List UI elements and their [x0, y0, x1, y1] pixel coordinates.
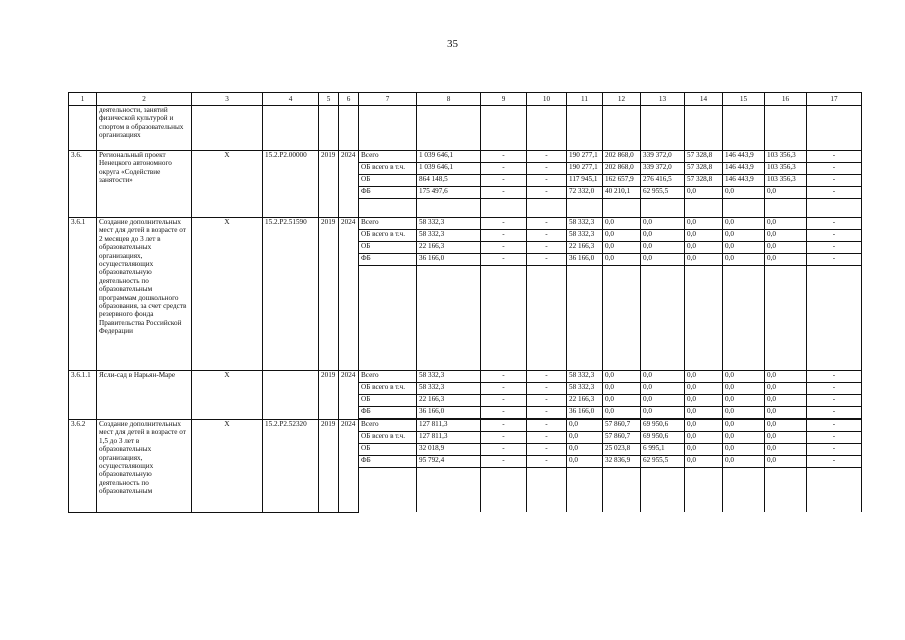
table-cell	[359, 106, 417, 151]
amount-cell: 0,0	[685, 420, 723, 432]
amount-cell: -	[527, 230, 567, 242]
amount-cell: 0,0	[603, 254, 641, 266]
table-cell	[69, 106, 97, 151]
amount-cell: 0,0	[641, 395, 685, 407]
table-cell	[765, 266, 807, 371]
amount-cell: 0,0	[641, 230, 685, 242]
table-cell	[765, 106, 807, 151]
amount-cell: 58 332,3	[417, 383, 481, 395]
amount-cell: 0,0	[685, 456, 723, 468]
column-number-cell: 12	[603, 93, 641, 106]
amount-cell: 0,0	[685, 187, 723, 199]
amount-cell: -	[807, 163, 862, 175]
item-year-end: 2024	[339, 420, 359, 513]
amount-cell: 36 166,0	[567, 407, 603, 419]
amount-cell: -	[481, 187, 527, 199]
amount-cell: 62 955,5	[641, 456, 685, 468]
amount-cell: 0,0	[765, 371, 807, 383]
amount-cell: 69 950,6	[641, 432, 685, 444]
amount-cell: -	[527, 218, 567, 230]
table-cell	[807, 106, 862, 151]
column-number-cell: 6	[339, 93, 359, 106]
amount-cell: 0,0	[765, 218, 807, 230]
funding-source: ОБ	[359, 242, 417, 254]
funding-source: Всего	[359, 151, 417, 163]
item-col3: Х	[192, 420, 263, 513]
amount-cell: 22 166,3	[417, 395, 481, 407]
amount-cell: -	[527, 383, 567, 395]
item-name: Региональный проект Ненецкого автономного округа «Содействие занятости»	[97, 151, 192, 218]
amount-cell: -	[807, 444, 862, 456]
amount-cell: 864 148,5	[417, 175, 481, 187]
amount-cell: 0,0	[765, 432, 807, 444]
table-cell	[641, 266, 685, 371]
amount-cell: 0,0	[603, 242, 641, 254]
amount-cell: 0,0	[765, 456, 807, 468]
item-code: 3.6.1.1	[69, 371, 97, 420]
amount-cell: 0,0	[765, 254, 807, 266]
amount-cell: 0,0	[765, 383, 807, 395]
amount-cell: 58 332,3	[417, 218, 481, 230]
amount-cell: -	[807, 254, 862, 266]
amount-cell: 36 166,0	[417, 407, 481, 419]
amount-cell: 0,0	[567, 420, 603, 432]
amount-cell: -	[481, 163, 527, 175]
item-code: 3.6.1	[69, 218, 97, 371]
amount-cell: 0,0	[765, 407, 807, 419]
funding-source: ФБ	[359, 254, 417, 266]
amount-cell: 0,0	[603, 371, 641, 383]
table-cell	[417, 468, 481, 513]
column-number-cell: 8	[417, 93, 481, 106]
column-number-cell: 15	[723, 93, 765, 106]
amount-cell: 6 995,1	[641, 444, 685, 456]
amount-cell: -	[527, 407, 567, 419]
amount-cell: -	[481, 175, 527, 187]
column-number-cell: 9	[481, 93, 527, 106]
amount-cell: 0,0	[685, 395, 723, 407]
table-cell	[481, 199, 527, 218]
amount-cell: 0,0	[567, 456, 603, 468]
amount-cell: 0,0	[765, 187, 807, 199]
column-number-cell: 3	[192, 93, 263, 106]
amount-cell: 0,0	[685, 383, 723, 395]
amount-cell: -	[527, 456, 567, 468]
funding-source: ОБ всего в т.ч.	[359, 163, 417, 175]
table-row	[69, 420, 862, 432]
amount-cell: -	[481, 395, 527, 407]
amount-cell: -	[527, 420, 567, 432]
amount-cell: 22 166,3	[567, 242, 603, 254]
table-cell	[359, 266, 417, 371]
table-cell	[685, 266, 723, 371]
amount-cell: 1 039 646,1	[417, 163, 481, 175]
table-cell	[481, 106, 527, 151]
amount-cell: 0,0	[765, 420, 807, 432]
funding-source: ОБ	[359, 444, 417, 456]
column-number-cell: 4	[263, 93, 319, 106]
table-cell	[527, 199, 567, 218]
amount-cell: 0,0	[685, 407, 723, 419]
amount-cell: 0,0	[723, 218, 765, 230]
amount-cell: 32 018,9	[417, 444, 481, 456]
funding-source: Всего	[359, 420, 417, 432]
budget-table	[68, 92, 862, 513]
amount-cell: 0,0	[723, 432, 765, 444]
item-col3: Х	[192, 151, 263, 218]
amount-cell: 0,0	[641, 407, 685, 419]
table-cell	[603, 106, 641, 151]
item-code: 3.6.2	[69, 420, 97, 513]
amount-cell: 62 955,5	[641, 187, 685, 199]
table-cell	[723, 106, 765, 151]
amount-cell: 103 356,3	[765, 163, 807, 175]
table-cell	[641, 106, 685, 151]
item-code-budget	[263, 371, 319, 420]
amount-cell: 127 811,3	[417, 420, 481, 432]
funding-source: ОБ всего в т.ч.	[359, 432, 417, 444]
amount-cell: 0,0	[685, 242, 723, 254]
amount-cell: 57 860,7	[603, 432, 641, 444]
amount-cell: 0,0	[723, 456, 765, 468]
column-numbers-row	[69, 93, 862, 106]
table-cell	[339, 106, 359, 151]
amount-cell: 0,0	[723, 407, 765, 419]
item-code-budget: 15.2.Р2.52320	[263, 420, 319, 513]
amount-cell: -	[481, 254, 527, 266]
amount-cell: 0,0	[765, 242, 807, 254]
amount-cell: 58 332,3	[567, 218, 603, 230]
column-number-cell: 2	[97, 93, 192, 106]
amount-cell: 58 332,3	[417, 230, 481, 242]
amount-cell: 146 443,9	[723, 175, 765, 187]
amount-cell: 69 950,6	[641, 420, 685, 432]
amount-cell: 103 356,3	[765, 151, 807, 163]
amount-cell: 0,0	[723, 420, 765, 432]
amount-cell: -	[481, 444, 527, 456]
item-name: Создание дополнительных мест для детей в возрасте от 1,5 до 3 лет в образовательных организациях, осуществляющих образовательную деятельность по образовательным	[97, 420, 192, 513]
amount-cell: 103 356,3	[765, 175, 807, 187]
item-year-start: 2019	[319, 151, 339, 218]
amount-cell: 0,0	[723, 395, 765, 407]
table-row	[69, 218, 862, 230]
table-cell	[481, 468, 527, 513]
item-col3: Х	[192, 218, 263, 371]
amount-cell: -	[527, 151, 567, 163]
amount-cell: 57 328,8	[685, 151, 723, 163]
continued-text: деятельности, занятий физической культурой и спортом в образовательных организациях	[97, 106, 192, 151]
amount-cell: 0,0	[603, 395, 641, 407]
amount-cell: -	[527, 395, 567, 407]
amount-cell: -	[527, 175, 567, 187]
amount-cell: -	[527, 432, 567, 444]
table-row	[69, 371, 862, 383]
amount-cell: 0,0	[641, 242, 685, 254]
table-cell	[567, 266, 603, 371]
table-cell	[603, 468, 641, 513]
amount-cell: -	[807, 151, 862, 163]
table-cell	[723, 468, 765, 513]
amount-cell: -	[481, 383, 527, 395]
amount-cell: 276 416,5	[641, 175, 685, 187]
amount-cell: 22 166,3	[417, 242, 481, 254]
amount-cell: 57 328,8	[685, 175, 723, 187]
amount-cell: 0,0	[685, 254, 723, 266]
column-number-cell: 14	[685, 93, 723, 106]
amount-cell: -	[481, 230, 527, 242]
amount-cell: 1 039 646,1	[417, 151, 481, 163]
amount-cell: 0,0	[603, 218, 641, 230]
table-cell	[417, 199, 481, 218]
amount-cell: 202 868,0	[603, 163, 641, 175]
funding-source: ОБ	[359, 175, 417, 187]
amount-cell: 127 811,3	[417, 432, 481, 444]
table-cell	[481, 266, 527, 371]
amount-cell: 0,0	[723, 242, 765, 254]
amount-cell: 95 792,4	[417, 456, 481, 468]
table-cell	[417, 106, 481, 151]
table-cell	[319, 106, 339, 151]
table-cell	[807, 199, 862, 218]
amount-cell: 0,0	[723, 444, 765, 456]
funding-source: ОБ	[359, 395, 417, 407]
item-year-end: 2024	[339, 218, 359, 371]
amount-cell: -	[481, 432, 527, 444]
amount-cell: 117 945,1	[567, 175, 603, 187]
item-code: 3.6.	[69, 151, 97, 218]
amount-cell: 146 443,9	[723, 163, 765, 175]
amount-cell: 0,0	[641, 218, 685, 230]
amount-cell: -	[807, 420, 862, 432]
amount-cell: -	[527, 371, 567, 383]
funding-source: Всего	[359, 218, 417, 230]
column-number-cell: 11	[567, 93, 603, 106]
column-number-cell: 17	[807, 93, 862, 106]
funding-source: ФБ	[359, 407, 417, 419]
amount-cell: 0,0	[641, 383, 685, 395]
amount-cell: 22 166,3	[567, 395, 603, 407]
amount-cell: 58 332,3	[567, 230, 603, 242]
amount-cell: 0,0	[685, 230, 723, 242]
amount-cell: -	[527, 444, 567, 456]
amount-cell: -	[527, 187, 567, 199]
amount-cell: 57 328,8	[685, 163, 723, 175]
amount-cell: 0,0	[641, 371, 685, 383]
table-cell	[192, 106, 263, 151]
table-cell	[359, 199, 417, 218]
amount-cell: 57 860,7	[603, 420, 641, 432]
amount-cell: 202 868,0	[603, 151, 641, 163]
amount-cell: -	[481, 407, 527, 419]
item-code-budget: 15.2.Р2.00000	[263, 151, 319, 218]
amount-cell: -	[807, 175, 862, 187]
table-cell	[641, 468, 685, 513]
table-cell	[527, 106, 567, 151]
funding-source: ОБ всего в т.ч.	[359, 230, 417, 242]
amount-cell: -	[481, 371, 527, 383]
amount-cell: 0,0	[765, 230, 807, 242]
amount-cell: -	[807, 456, 862, 468]
table-cell	[723, 266, 765, 371]
amount-cell: 0,0	[765, 395, 807, 407]
table-cell	[723, 199, 765, 218]
amount-cell: 0,0	[723, 371, 765, 383]
funding-source: ФБ	[359, 456, 417, 468]
funding-source: ФБ	[359, 187, 417, 199]
amount-cell: 0,0	[603, 230, 641, 242]
amount-cell: -	[481, 151, 527, 163]
table-cell	[263, 106, 319, 151]
table-row	[69, 151, 862, 163]
amount-cell: -	[527, 254, 567, 266]
amount-cell: 58 332,3	[567, 383, 603, 395]
amount-cell: -	[807, 371, 862, 383]
funding-source: Всего	[359, 371, 417, 383]
table-cell	[603, 199, 641, 218]
amount-cell: 146 443,9	[723, 151, 765, 163]
table-cell	[567, 468, 603, 513]
amount-cell: -	[807, 187, 862, 199]
amount-cell: 0,0	[603, 383, 641, 395]
table-cell	[641, 199, 685, 218]
amount-cell: 36 166,0	[417, 254, 481, 266]
table-cell	[685, 199, 723, 218]
amount-cell: 0,0	[567, 444, 603, 456]
page-number: 35	[447, 38, 458, 50]
item-year-start: 2019	[319, 218, 339, 371]
item-year-end: 2024	[339, 371, 359, 420]
amount-cell: -	[481, 242, 527, 254]
column-number-cell: 10	[527, 93, 567, 106]
amount-cell: 190 277,1	[567, 151, 603, 163]
amount-cell: 36 166,0	[567, 254, 603, 266]
column-number-cell: 5	[319, 93, 339, 106]
amount-cell: 339 372,0	[641, 163, 685, 175]
funding-source: ОБ всего в т.ч.	[359, 383, 417, 395]
amount-cell: 0,0	[685, 444, 723, 456]
amount-cell: -	[807, 407, 862, 419]
amount-cell: -	[807, 432, 862, 444]
amount-cell: 32 836,9	[603, 456, 641, 468]
item-name: Ясли-сад в Нарьян-Маре	[97, 371, 192, 420]
column-number-cell: 16	[765, 93, 807, 106]
amount-cell: 0,0	[641, 254, 685, 266]
item-name: Создание дополнительных мест для детей в возрасте от 2 месяцев до 3 лет в образовательных организациях, осуществляющих образовательную деятельность по образовательным программам дошкольного образования, за счет средств резервного фонда Правительства Российской Федерации	[97, 218, 192, 371]
table-cell	[807, 468, 862, 513]
amount-cell: -	[527, 163, 567, 175]
amount-cell: 0,0	[723, 254, 765, 266]
amount-cell: 0,0	[685, 371, 723, 383]
amount-cell: 58 332,3	[567, 371, 603, 383]
amount-cell: -	[481, 456, 527, 468]
item-code-budget: 15.2.Р2.51590	[263, 218, 319, 371]
item-col3: Х	[192, 371, 263, 420]
amount-cell: -	[807, 218, 862, 230]
continued-row	[69, 106, 862, 151]
amount-cell: -	[807, 395, 862, 407]
table-cell	[807, 266, 862, 371]
column-number-cell: 13	[641, 93, 685, 106]
amount-cell: 175 497,6	[417, 187, 481, 199]
amount-cell: 190 277,1	[567, 163, 603, 175]
table-cell	[603, 266, 641, 371]
amount-cell: -	[527, 242, 567, 254]
table-cell	[527, 468, 567, 513]
amount-cell: 0,0	[723, 187, 765, 199]
amount-cell: 339 372,0	[641, 151, 685, 163]
table-cell	[685, 468, 723, 513]
amount-cell: 0,0	[567, 432, 603, 444]
item-year-start: 2019	[319, 420, 339, 513]
amount-cell: 40 210,1	[603, 187, 641, 199]
amount-cell: 0,0	[685, 432, 723, 444]
column-number-cell: 7	[359, 93, 417, 106]
item-year-start: 2019	[319, 371, 339, 420]
amount-cell: 162 657,9	[603, 175, 641, 187]
amount-cell: 0,0	[765, 444, 807, 456]
amount-cell: -	[807, 383, 862, 395]
amount-cell: 0,0	[723, 383, 765, 395]
amount-cell: 25 023,8	[603, 444, 641, 456]
amount-cell: 72 332,0	[567, 187, 603, 199]
item-year-end: 2024	[339, 151, 359, 218]
table-cell	[567, 106, 603, 151]
amount-cell: 0,0	[685, 218, 723, 230]
table-cell	[567, 199, 603, 218]
amount-cell: -	[807, 230, 862, 242]
table-cell	[527, 266, 567, 371]
table-cell	[359, 468, 417, 513]
amount-cell: -	[481, 218, 527, 230]
amount-cell: 58 332,3	[417, 371, 481, 383]
amount-cell: 0,0	[603, 407, 641, 419]
amount-cell: 0,0	[723, 230, 765, 242]
table-cell	[765, 199, 807, 218]
amount-cell: -	[807, 242, 862, 254]
amount-cell: -	[481, 420, 527, 432]
column-number-cell: 1	[69, 93, 97, 106]
table-cell	[417, 266, 481, 371]
table-cell	[685, 106, 723, 151]
table-cell	[765, 468, 807, 513]
